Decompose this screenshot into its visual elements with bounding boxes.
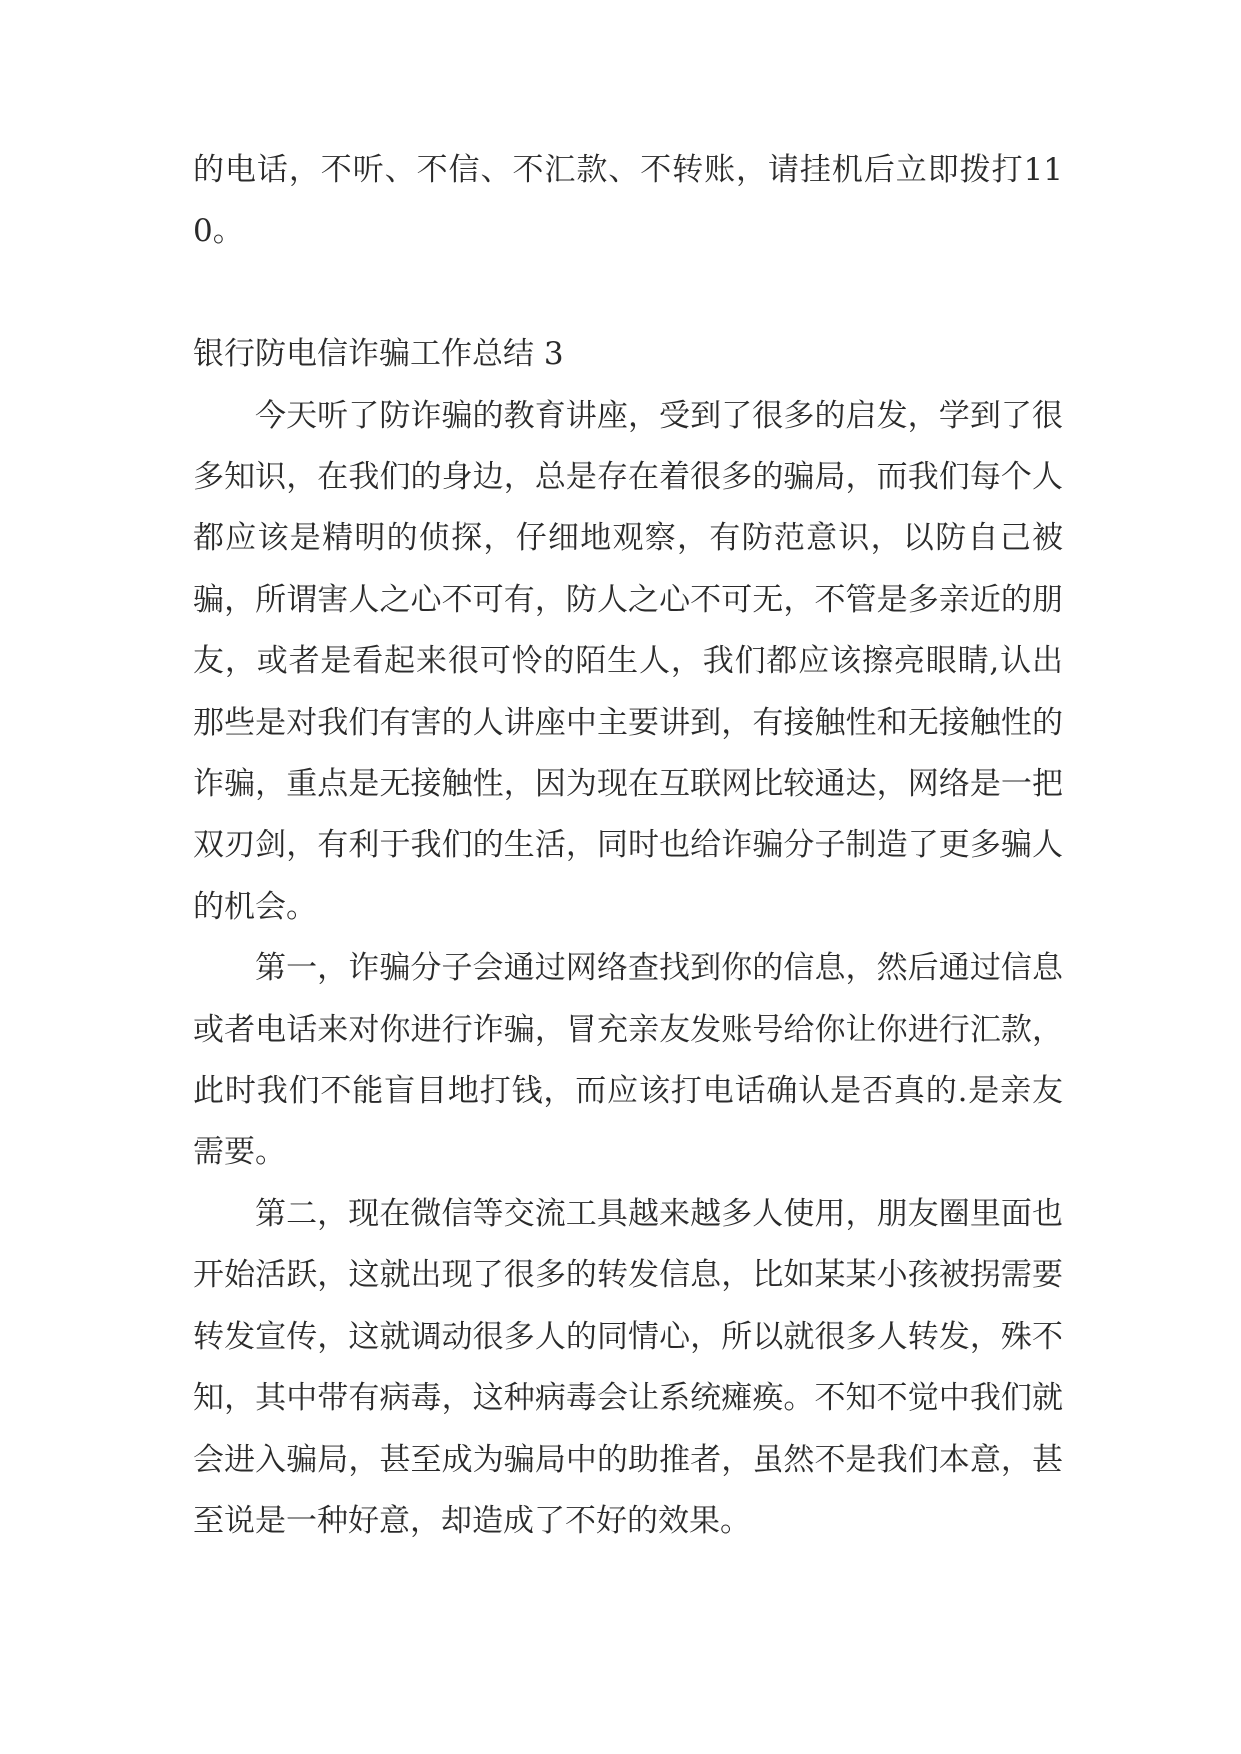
continued-paragraph: 的电话，不听、不信、不汇款、不转账，请挂机后立即拨打110。 xyxy=(193,152,1063,250)
section-title: 银行防电信诈骗工作总结 3 xyxy=(193,336,564,373)
paragraph-spacer xyxy=(193,263,1063,324)
body-paragraph-1: 今天听了防诈骗的教育讲座，受到了很多的启发，学到了很多知识，在我们的身边，总是存在着很多的骗局，而我们每个人都应该是精明的侦探，仔细地观察，有防范意识，以防自己被骗，所谓害人之心不可有，防人之心不可无，不管是多亲近的朋友，或者是看起来很可怜的陌生人，我们都应该擦亮眼睛,认出那些是对我们有害的人讲座中主要讲到，有接触性和无接触性的诈骗，重点是无接触性，因为现在互联网比较通达，网络是一把双刃剑，有利于我们的生活，同时也给诈骗分子制造了更多骗人的机会。 xyxy=(193,397,1063,925)
body-paragraph-3: 第二，现在微信等交流工具越来越多人使用，朋友圈里面也开始活跃，这就出现了很多的转发信息，比如某某小孩被拐需要转发宣传，这就调动很多人的同情心，所以就很多人转发，殊不知，其中带有病毒，这种病毒会让系统瘫痪。不知不觉中我们就会进入骗局，甚至成为骗局中的助推者，虽然不是我们本意，甚至说是一种好意，却造成了不好的效果。 xyxy=(193,1195,1063,1539)
document-page xyxy=(193,140,1063,1552)
body-paragraph-2: 第一，诈骗分子会通过网络查找到你的信息，然后通过信息或者电话来对你进行诈骗，冒充亲友发账号给你让你进行汇款，此时我们不能盲目地打钱，而应该打电话确认是否真的.是亲友需要。 xyxy=(193,950,1063,1171)
